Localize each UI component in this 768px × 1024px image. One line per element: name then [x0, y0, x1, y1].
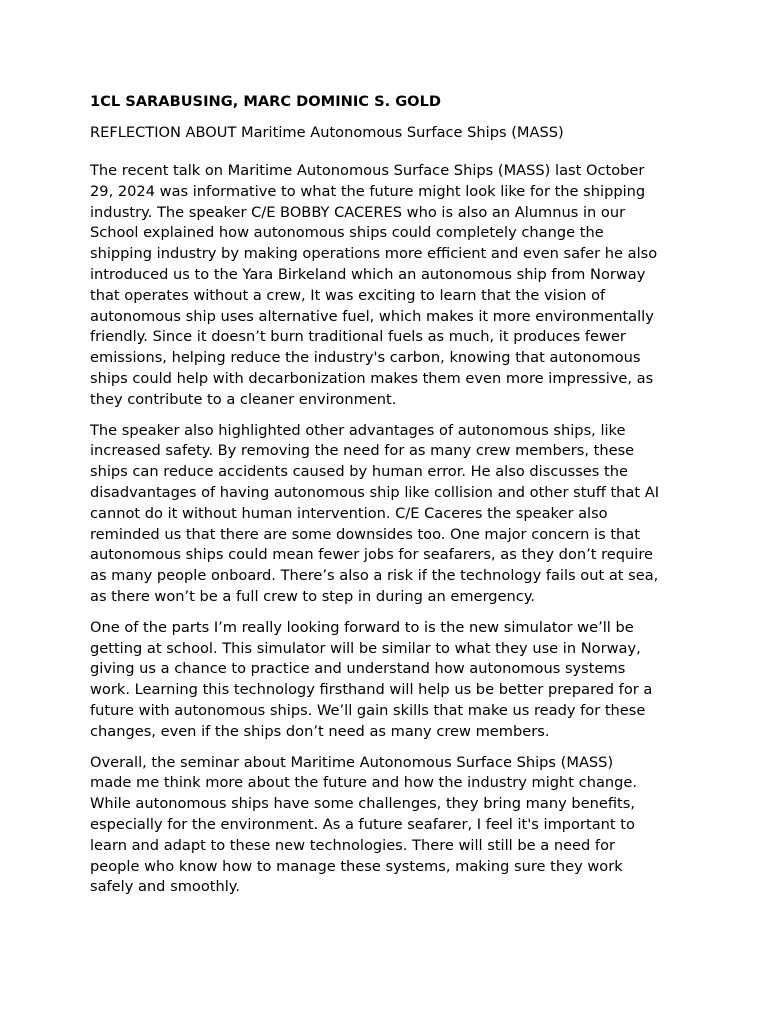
text-line: cannot do it without human intervention. C/E Caceres the speaker also	[90, 504, 608, 522]
text-line: friendly. Since it doesn’t burn traditional fuels as much, it produces fewer	[90, 328, 626, 346]
text-line: autonomous ships could mean fewer jobs for seafarers, as they don’t require	[90, 546, 653, 564]
text-line: people who know how to manage these systems, making sure they work	[90, 857, 623, 875]
text-line: School explained how autonomous ships could completely change the	[90, 224, 604, 242]
text-line: ships can reduce accidents caused by human error. He also discusses the	[90, 463, 628, 481]
text-line: especially for the environment. As a future seafarer, I feel it's important to	[90, 815, 635, 833]
text-line: as there won’t be a full crew to step in during an emergency.	[90, 587, 536, 605]
document-page	[90, 91, 682, 908]
text-line: learn and adapt to these new technologies. There will still be a need for	[90, 836, 615, 854]
document-title: REFLECTION ABOUT Maritime Autonomous Surface Ships (MASS)	[90, 124, 564, 141]
text-line: giving us a chance to practice and understand how autonomous systems	[90, 660, 626, 678]
paragraph-1	[90, 161, 682, 411]
paragraph-4	[90, 753, 682, 899]
text-line: future with autonomous ships. We’ll gain skills that make us ready for these	[90, 701, 646, 719]
text-line: Overall, the seminar about Maritime Autonomous Surface Ships (MASS)	[90, 753, 614, 771]
paragraph-3	[90, 618, 682, 743]
text-line: One of the parts I’m really looking forward to is the new simulator we’ll be	[90, 618, 634, 636]
text-line: autonomous ship uses alternative fuel, which makes it more environmentally	[90, 307, 654, 325]
text-line: emissions, helping reduce the industry's carbon, knowing that autonomous	[90, 349, 641, 367]
text-line: 29, 2024 was informative to what the future might look like for the shipping	[90, 182, 646, 200]
text-line: they contribute to a cleaner environment.	[90, 390, 397, 408]
text-line: work. Learning this technology firsthand will help us be better prepared for a	[90, 681, 653, 699]
text-line: introduced us to the Yara Birkeland which an autonomous ship from Norway	[90, 265, 646, 283]
text-line: While autonomous ships have some challenges, they bring many benefits,	[90, 795, 635, 813]
text-line: ships could help with decarbonization makes them even more impressive, as	[90, 369, 654, 387]
text-line: disadvantages of having autonomous ship like collision and other stuff that AI	[90, 483, 660, 501]
text-line: The speaker also highlighted other advantages of autonomous ships, like	[90, 421, 626, 439]
author-name: 1CL SARABUSING, MARC DOMINIC S. GOLD	[90, 93, 441, 110]
text-line: increased safety. By removing the need for as many crew members, these	[90, 442, 635, 460]
text-line: that operates without a crew, It was exciting to learn that the vision of	[90, 286, 606, 304]
paragraph-2	[90, 421, 682, 608]
text-line: made me think more about the future and how the industry might change.	[90, 774, 638, 792]
text-line: safely and smoothly.	[90, 878, 240, 896]
text-line: shipping industry by making operations more efficient and even safer he also	[90, 245, 658, 263]
text-line: The recent talk on Maritime Autonomous Surface Ships (MASS) last October	[90, 162, 645, 179]
text-line: industry. The speaker C/E BOBBY CACERES who is also an Alumnus in our	[90, 203, 626, 221]
text-line: as many people onboard. There’s also a risk if the technology fails out at sea,	[90, 567, 659, 585]
text-line: reminded us that there are some downsides too. One major concern is that	[90, 525, 640, 543]
text-line: getting at school. This simulator will be similar to what they use in Norway,	[90, 639, 641, 657]
text-line: changes, even if the ships don’t need as many crew members.	[90, 722, 550, 740]
